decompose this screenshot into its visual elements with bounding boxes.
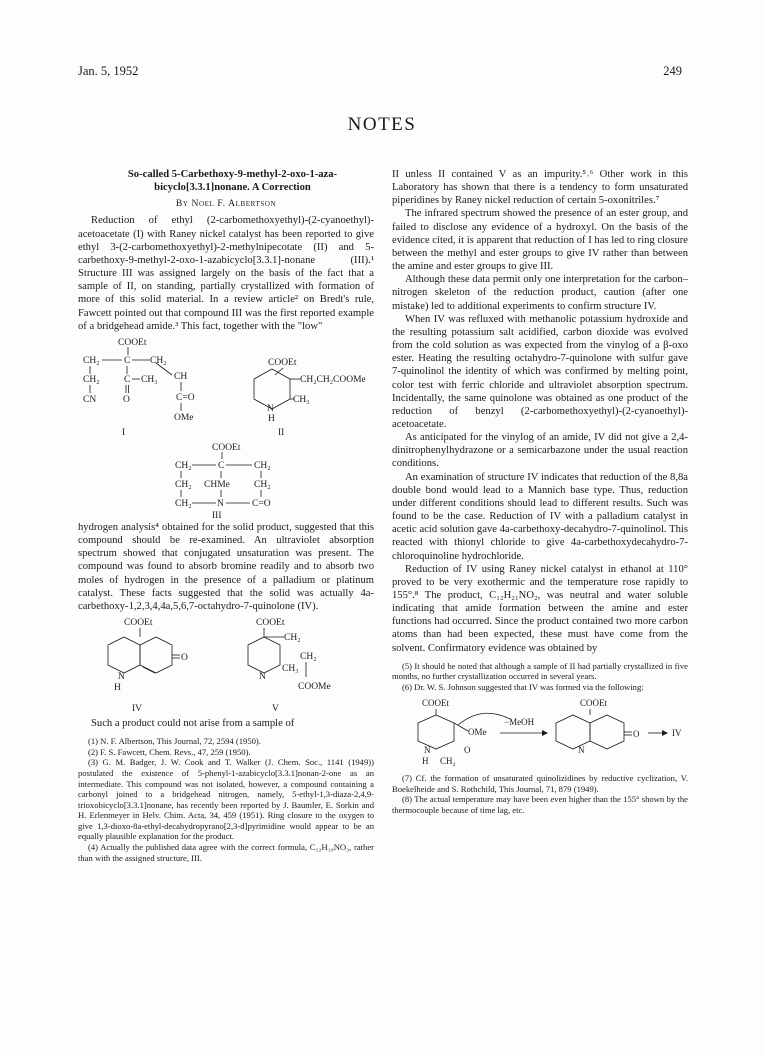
scheme-n2: N — [578, 744, 585, 755]
structure-III — [78, 441, 374, 519]
struct-I-ch2c: CH₂ — [83, 374, 100, 385]
scheme-cooet-2: COOEt — [580, 697, 607, 708]
footnote-1: (1) N. F. Albertson, This Journal, 72, 2594 (1950). — [88, 736, 261, 747]
struct-II-ome: OMe — [174, 412, 194, 423]
struct-III-ch2b: CH₂ — [254, 460, 271, 471]
paragraph-right-2: The infrared spectrum showed the presence of an ester group, and failed to disclose any evidence of a hydroxyl. On the basis of the evidence cited, it is apparent that reduction of I has led to ring closure between the methyl and ester groups to give IV rather than between the amine and ester groups to give III. — [392, 208, 688, 273]
struct-IV-label: IV — [132, 703, 143, 714]
section-title: NOTES — [347, 114, 417, 135]
struct-III-n: N — [217, 498, 224, 509]
paragraph-right-3: Although these data permit only one interpretation for the carbon–nitrogen skeleton of the reduction product, caution (after one mistake) led to additional experiments to confirm structure IV. — [392, 274, 688, 312]
struct-III-label: III — [212, 510, 222, 519]
paragraph-right-1: II unless II contained V as an impurity.⁵˒⁶ Other work in this Laboratory has shown that there is a tendency to form unsaturated piperidines by Raney nickel reduction of certain 5-oxonitriles.⁷ — [392, 169, 688, 207]
struct-I-o: O — [123, 394, 130, 405]
article-title-line2: bicyclo[3.3.1]nonane. A Correction — [154, 182, 311, 194]
structures-IV-V — [78, 615, 374, 715]
struct-II-h: H — [268, 413, 275, 424]
struct-I-c: C — [124, 355, 131, 366]
footnote-6: (6) Dr. W. S. Johnson suggested that IV was formed via the following: — [402, 681, 644, 692]
struct-I-cooet: COOEt — [118, 337, 147, 348]
paragraph-hydrogen-analysis: hydrogen analysis⁴ obtained for the solid product, suggested that this compound should be re-examined. An ultraviolet absorption spectrum showed that conjugated unsaturation was present. The compound was found to absorb bromine readily and to absorb two moles of hydrogen in the presence of a palladium or platinum catalyst. These facts suggested that the solid was actually 4a-carbethoxy-1,2,3,4,4a,5,6,7-octahydro-7-quinolone (IV). — [78, 521, 374, 612]
struct-II-n: N — [267, 403, 274, 414]
paragraph-right-5: As anticipated for the vinylog of an amide, IV did not give a 2,4-dinitrophenylhydrazone or a semicarbazone under the usual reaction conditions. — [392, 432, 688, 470]
struct-III-ch2a: CH₂ — [175, 460, 192, 471]
struct-III-ch2c: CH₂ — [175, 479, 192, 490]
scheme-product: IV — [672, 727, 682, 738]
johnson-scheme — [392, 697, 688, 770]
paragraph-such-a-product: Such a product could not arise from a sample of — [91, 717, 295, 729]
struct-I-c2: C — [124, 374, 131, 385]
struct-V-ch2: CH₂ — [284, 632, 301, 643]
footnote-3: (3) G. M. Badger, J. W. Cook and T. Walker (J. Chem. Soc., 1141 (1949)) postulated the existence of 5-phenyl-1-azabicyclo[3.3.1]nonan-2-one as an intermediate. This compound was not isolated, however, a compound containing a carbonyl joined to a bridgehead nitrogen, namely, 5-ethyl-1,3-diaza-2,4,9-trioxobicyclo[3.3.1]nonane, has recently been reported by J. Baumler, E. Sorkin and H. Erlenmeyer in Helv. Chim. Acta, 34, 459 (1951). Ring closure to the oxygen to give 1,3-dioxo-8a-ethyl-decahydropyrano[2,3-d]pyrimidine would appear to be an equally plausible explanation for the product. — [78, 757, 374, 842]
struct-V-cooet: COOEt — [256, 617, 285, 628]
scheme-cooet-1: COOEt — [422, 697, 449, 708]
struct-II-side: CH₂CH₂COOMe — [300, 374, 366, 385]
footnote-2: (2) F. S. Fawcett, Chem. Revs., 47, 259 (1950). — [88, 746, 251, 757]
struct-I-cn: CN — [83, 394, 97, 405]
struct-III-ch2d: CH₂ — [254, 479, 271, 490]
scheme-o2: O — [633, 728, 640, 739]
scheme-h: H — [422, 755, 429, 766]
right-column — [392, 168, 688, 816]
struct-V-n: N — [259, 671, 266, 682]
scheme-o1: O — [464, 744, 471, 755]
scheme-ch2: CH₂ — [440, 755, 456, 766]
footnote-4: (4) Actually the published data agree with the correct formula, C₁₂H₁₉NO₃, rather than with the assigned structure, III. — [78, 842, 374, 863]
struct-IV-o: O — [181, 652, 188, 663]
struct-I-ch3: CH₃ — [141, 374, 158, 385]
struct-I-ch2a: CH₂ — [83, 355, 100, 366]
struct-II-label: II — [278, 427, 285, 438]
article-title-line1: So-called 5-Carbethoxy-9-methyl-2-oxo-1-aza- — [127, 169, 338, 180]
struct-V-label: V — [272, 703, 279, 714]
footnote-7: (7) Cf. the formation of unsaturated quinolizidines by reductive cyclization, V. Boekelheide and S. Rothchild, This Journal, 71, 879 (1949). — [392, 773, 688, 794]
struct-II-cooet: COOEt — [268, 357, 297, 368]
paragraph-right-7: Reduction of IV using Raney nickel catalyst in ethanol at 110° proved to be very exothermic and the temperature rose rapidly to 155°.⁸ The product, C₁₂H₂₁NO₂, was neutral and water soluble indicating that amide formation between the amine and ester functions had occurred. Since the product contained two more carbon atoms than had been expected, these must have come from the solvent. Confirmatory evidence was obtained by — [392, 563, 688, 654]
footnote-8: (8) The actual temperature may have been even higher than the 155° shown by the thermocouple because of time lag, etc. — [392, 794, 688, 815]
footnotes-left — [78, 736, 374, 863]
struct-I-label: I — [122, 427, 126, 438]
paragraph-intro: Reduction of ethyl (2-carbomethoxyethyl)-(2-cyanoethyl)-acetoacetate (I) with Raney nickel catalyst has been reported to give ethyl 3-(2-carbomethoxyethyl)-2-methylnipecotate (II) and 5-carbethoxy-9-methyl-2-oxo-1-azabicyclo[3.3.1]-nonane (III).¹ Structure III was assigned largely on the basis of the fact that a sample of II, on standing, partially crystallized with formation of more of this solid material. In a review article² on Bredt's rule, Fawcett pointed out that compound III was the first reported example of a bridgehead amide.³ This fact, together with the "low" — [78, 215, 374, 332]
struct-III-c: C — [218, 460, 225, 471]
paragraph-right-4: When IV was refluxed with methanolic potassium hydroxide and the resulting potassium salt acidified, carbon dioxide was evolved from the cold solution as was expected from the vinylog of a β-oxo ester. Heating the resulting octahydro-7-quinolone with sulfur gave 7-quinolinol the identity of which was confirmed by melting point, color test with ferric chloride and ultraviolet absorption spectrum. Incidentally, the same quinolone was obtained as one product of the reduction of benzyl (2-carbomethoxyethyl)-(2-cyanoethyl)-acetoacetate. — [392, 313, 688, 430]
struct-II-ch: CH — [174, 371, 188, 382]
struct-V-coome: COOMe — [298, 681, 331, 692]
struct-IV-cooet: COOEt — [124, 617, 153, 628]
scheme-minus-meoh: −MeOH — [504, 716, 535, 727]
structures-I-II — [78, 335, 374, 439]
running-header-date: Jan. 5, 1952 — [78, 64, 139, 78]
struct-IV-h: H — [114, 682, 121, 693]
struct-I-ch2b: CH₂ — [150, 355, 167, 366]
struct-III-chme: CHMe — [204, 479, 230, 490]
struct-IV-n: N — [118, 671, 125, 682]
struct-II-ceo: C=O — [176, 392, 195, 403]
footnotes-right — [392, 661, 688, 816]
struct-III-cooet: COOEt — [212, 442, 241, 453]
left-column — [78, 168, 374, 863]
scheme-n1: N — [424, 744, 431, 755]
paragraph-right-6: An examination of structure IV indicates that reduction of the 8,8a double bond would lead to a Mannich base type. Thus, reduction under different conditions should lead to different results. Such was found to be the case. Reduction of IV with a palladium catalyst in acetic acid solution gave 4a-carbethoxy-decahydro-7-quinolinol. This reacted with thionyl chloride to give 4a-carbethoxydecahydro-7-chloroquinoline hydrochloride. — [392, 471, 688, 562]
footnote-5: (5) It should be noted that although a sample of II had partially crystallized in five months, no further crystallization occurred in several years. — [392, 660, 688, 682]
struct-III-ceo: C=O — [252, 498, 271, 509]
struct-II-ch3: CH₃ — [293, 394, 310, 405]
struct-V-ch3: CH₃ — [282, 663, 299, 674]
struct-III-ch2e: CH₂ — [175, 498, 192, 509]
struct-V-ch2b: CH₂ — [300, 651, 317, 662]
page-number: 249 — [663, 64, 682, 78]
scheme-ome: OMe — [468, 726, 487, 737]
byline: By Noel F. Albertson — [175, 198, 277, 210]
